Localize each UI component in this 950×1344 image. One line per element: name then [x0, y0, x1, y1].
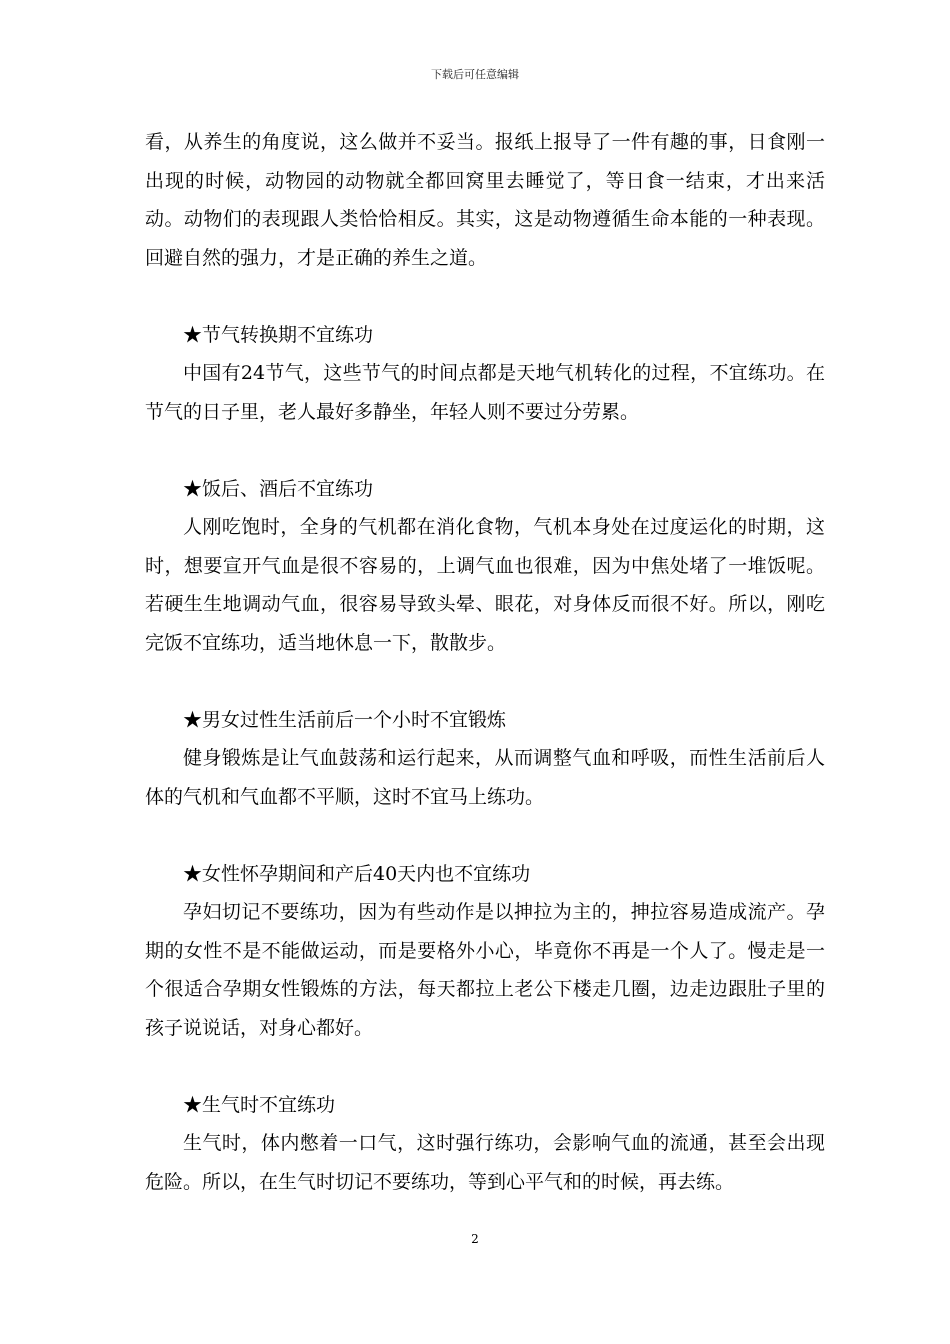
page-number: 2 — [471, 1232, 479, 1246]
section-spacer — [145, 431, 825, 470]
section-heading: ★饭后、酒后不宜练功 — [183, 477, 374, 500]
section-heading: ★男女过性生活前后一个小时不宜锻炼 — [183, 708, 507, 731]
page-header: 下载后可任意编辑 — [431, 68, 519, 81]
section-paragraph: 人刚吃饱时，全身的气机都在消化食物，气机本身处在过度运化的时期，这时，想要宣开气血是很不容易的，上调气血也很难，因为中焦处堵了一堆饭呢。若硬生生地调动气血，很容易导致头晕、眼花，对身体反而很不好。所以，刚吃完饭不宜练功，适当地休息一下，散散步。 — [145, 516, 825, 654]
section-spacer — [145, 1047, 825, 1086]
section-heading: ★生气时不宜练功 — [183, 1093, 336, 1116]
intro-paragraph: 看，从养生的角度说，这么做并不妥当。报纸上报导了一件有趣的事，日食刚一出现的时候，动物园的动物就全都回窝里去睡觉了，等日食一结束，才出来活动。动物们的表现跟人类恰恰相反。其实，这是动物遵循生命本能的一种表现。回避自然的强力，才是正确的养生之道。 — [145, 131, 825, 269]
section-spacer — [145, 277, 825, 316]
section-heading: ★女性怀孕期间和产后40天内也不宜练功 — [183, 862, 531, 885]
section-spacer — [145, 816, 825, 855]
section-spacer — [145, 662, 825, 701]
section-paragraph: 生气时，体内憋着一口气，这时强行练功，会影响气血的流通，甚至会出现危险。所以，在生气时切记不要练功，等到心平气和的时候，再去练。 — [145, 1132, 825, 1193]
section-paragraph: 中国有24节气，这些节气的时间点都是天地气机转化的过程，不宜练功。在节气的日子里，老人最好多静坐，年轻人则不要过分劳累。 — [145, 362, 825, 423]
document-body — [145, 123, 825, 1201]
section-paragraph: 孕妇切记不要练功，因为有些动作是以抻拉为主的，抻拉容易造成流产。孕期的女性不是不能做运动，而是要格外小心，毕竟你不再是一个人了。慢走是一个很适合孕期女性锻炼的方法，每天都拉上老公下楼走几圈，边走边跟肚子里的孩子说说话，对身心都好。 — [145, 901, 825, 1039]
section-paragraph: 健身锻炼是让气血鼓荡和运行起来，从而调整气血和呼吸，而性生活前后人体的气机和气血都不平顺，这时不宜马上练功。 — [145, 747, 825, 808]
section-heading: ★节气转换期不宜练功 — [183, 323, 374, 346]
